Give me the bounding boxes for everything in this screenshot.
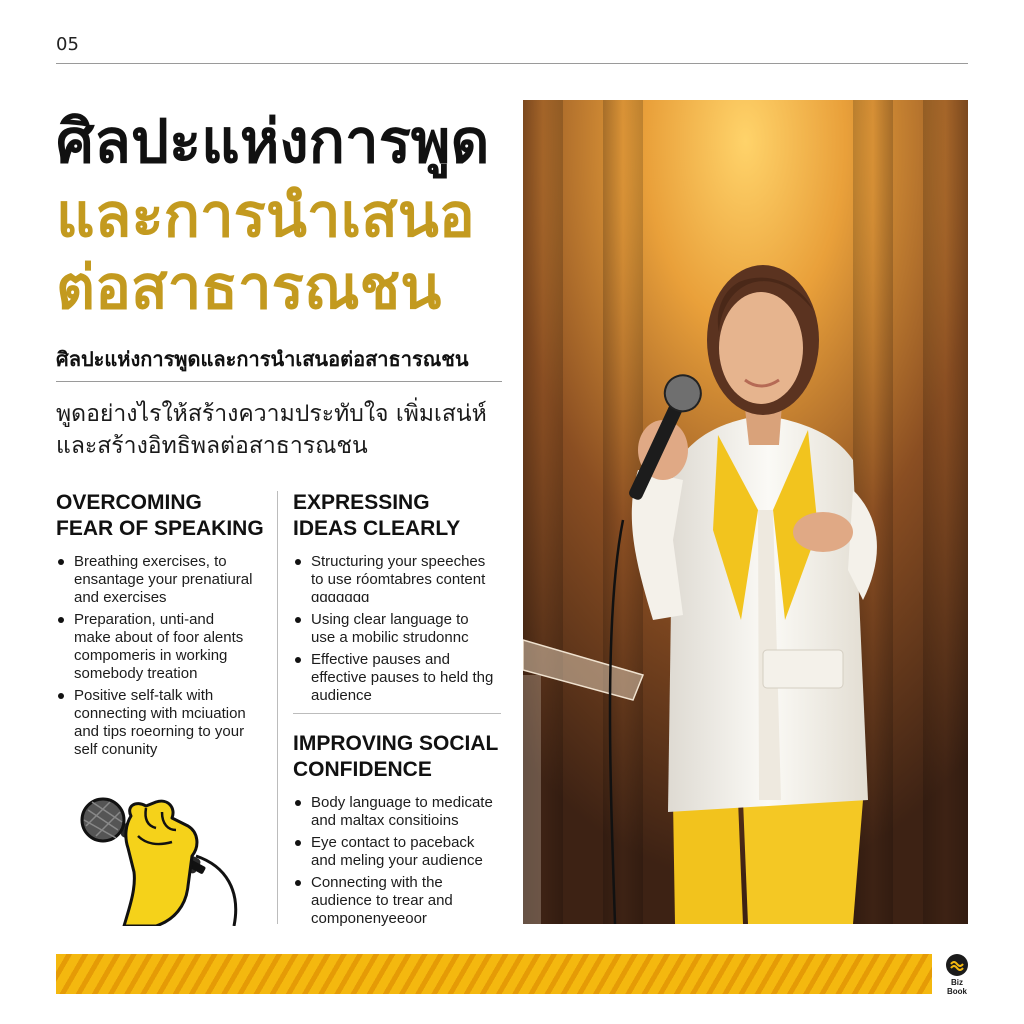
- decorative-stripe-bar: [56, 954, 932, 994]
- list-item: Using clear language to use a mobilic strudonnc: [293, 611, 508, 647]
- title-line-3: ต่อสาธารณชน: [56, 253, 442, 323]
- list-item: Breathing exercises, to ensantage your prenatiural and exercises: [56, 553, 271, 607]
- list-item: Body language to medicate and maltax consitioins: [293, 794, 508, 830]
- hand-holding-microphone-icon: [76, 796, 256, 926]
- list-item: Positive self-talk with connecting with mciuation and tips roeorning to your self conunity: [56, 687, 271, 759]
- title-line-1: ศิลปะแห่งการพูด: [56, 107, 490, 177]
- section-divider: [293, 713, 501, 714]
- bizbook-logo: [940, 952, 974, 998]
- list-item: Preparation, unti-and make about of foor alents compomeris in working somebody treation: [56, 611, 271, 683]
- list-item: Effective pauses and effective pauses to held thg audience: [293, 651, 508, 705]
- top-divider: [56, 63, 968, 64]
- section-heading-improving: IMPROVING SOCIAL CONFIDENCE: [293, 732, 499, 781]
- title-line-2: และการนำเสนอ: [56, 181, 475, 251]
- tagline: พูดอย่างไรให้สร้างความประทับใจ เพิ่มเสน่ห์ และสร้างอิทธิพลต่อสาธารณชน: [56, 401, 487, 459]
- page-number: 05: [56, 34, 79, 55]
- section-heading-overcoming: OVERCOMING FEAR OF SPEAKING: [56, 491, 264, 540]
- bullet-list-expressing: [293, 553, 508, 709]
- bullet-list-overcoming: [56, 553, 271, 763]
- section-heading-expressing: EXPRESSING IDEAS CLEARLY: [293, 491, 461, 540]
- bullet-list-improving: [293, 794, 508, 932]
- column-divider: [277, 491, 278, 924]
- subtitle-divider: [56, 381, 502, 382]
- list-item: Eye contact to paceback and meling your audience: [293, 834, 508, 870]
- bizbook-logo-icon: [946, 954, 968, 976]
- list-item: Structuring your speeches to use róomtabres content ɑɑɑɑɑɑɑ: [293, 553, 508, 607]
- subtitle: ศิลปะแห่งการพูดและการนำเสนอต่อสาธารณชน: [56, 347, 469, 371]
- logo-text: Biz Book: [947, 978, 967, 996]
- list-item: Connecting with the audience to trear and componenyeeoor: [293, 874, 508, 928]
- speaker-photo: [523, 100, 968, 924]
